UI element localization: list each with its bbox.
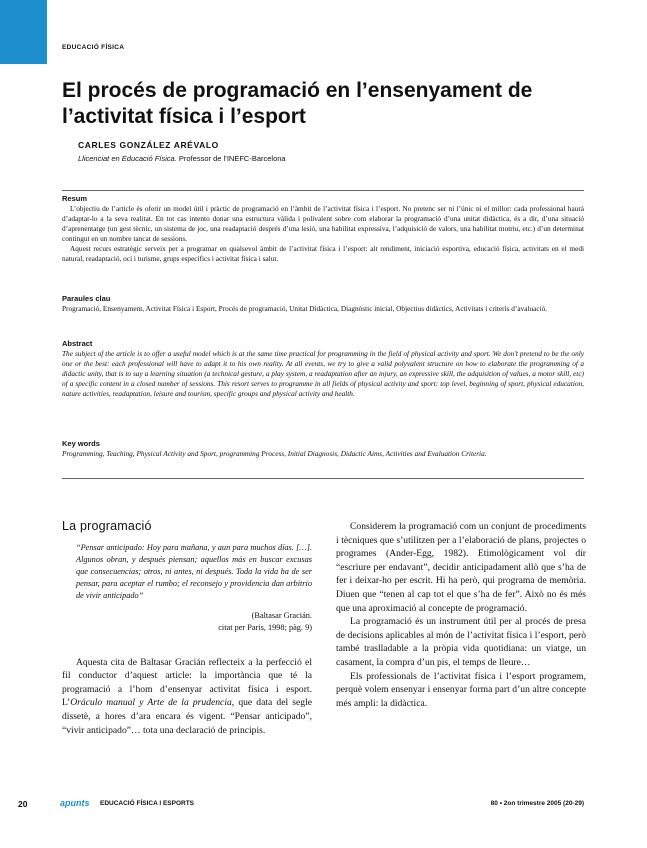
section-label: EDUCACIÓ FÍSICA: [62, 44, 125, 51]
resum-heading: Resum: [62, 194, 88, 203]
resum-paragraph-1: L’objectiu de l’article és oferir un model útil i pràctic de programació en l’àmbit de l’activitat física i l’esport. No pretenc ser ni l’únic ni el millor: cada professional haurà d’adaptar-lo a la seva realitat. En tot cas intento donar una estructura vàlida i polivalent sobre com elaborar la programació d’una unitat didàctica, és a dir, d’una situació d’aprenentatge (un gest tècnic, un sistema de joc, una readaptació després d’una lesió, una habilitat expressiva, l’adquisició de valors, una habilitat motriu, etc.) d’un determinat contingut en un nombre tancat de sessions.: [62, 204, 584, 243]
epigraph-quote: “Pensar anticipado: Hoy para mañana, y aun para muchos días. […]. Algunos obran, y después piensan; aquellos más en buscar excusas que consecuencias; otros, ni antes, ni después. Toda la vida ha de ser pensar, para aceptar el rumbo; el reconsejo y providencia dan arbitrio de vivir anticipado”: [76, 542, 312, 600]
body-column-left: [62, 520, 312, 737]
body-paragraph-1-part-a: Aquesta cita de Baltasar Gracián reflecteix a la perfecció el fil conductor d’aquest article: la importància que té la programació a l’hom d’ensenyar activitat física i esport. L’: [62, 656, 312, 709]
body-column-right: [336, 520, 586, 710]
epigraph-source-line-2: citat per Paris, 1998; pàg. 9): [218, 622, 312, 632]
section-color-tab: [0, 0, 47, 64]
keywords-ca-heading: Paraules clau: [62, 294, 111, 303]
keywords-en-text: Programming, Teaching, Physical Activity and Sport, programming Process, Initial Diagnosis, Didactic Aims, Activities and Evaluation Criteria.: [62, 449, 487, 458]
issue-info: 80 • 2on trimestre 2005 (20-29): [490, 800, 584, 807]
journal-name: EDUCACIÓ FÍSICA I ESPORTS: [100, 800, 195, 807]
epigraph-source-line-1: (Baltasar Gracián.: [251, 610, 312, 620]
page-number: 20: [18, 799, 28, 809]
journal-logo: apunts: [60, 798, 90, 808]
article-title: El procés de programació en l’ensenyament de l’activitat física i l’esport: [62, 79, 533, 128]
body-paragraph-1-part-b: , que data del segle dissetè, a hores d’ara encara és vigent. “Pensar anticipado”, “vivir anticipado”… tota una declaració de principis.: [62, 697, 312, 736]
abstract-block: [62, 339, 584, 399]
divider-top: [62, 190, 584, 191]
body-paragraph-1: [62, 656, 312, 738]
affiliation-position: Professor de l’INEFC-Barcelona: [176, 154, 286, 163]
resum-paragraph-2: Aquest recurs estratègic serveix per a programar en qualsevol àmbit de l’activitat física i l’esport: alt rendiment, iniciació esportiva, educació física, activitats en el medi natural, readaptació, oci i turisme, grups específics i activitat física i salut.: [62, 244, 584, 263]
epigraph-source: [62, 610, 312, 634]
keywords-ca-block: [62, 294, 584, 314]
keywords-en-heading: Key words: [62, 439, 100, 448]
body-paragraph-4: Els professionals de l’activitat física i l’esport programem, perquè volem ensenyar i ensenyar forma part d’un altre concepte més ampli: la didàctica.: [336, 670, 586, 709]
keywords-en-block: [62, 439, 584, 459]
resum-block: [62, 194, 584, 264]
body-paragraph-3: La programació és un instrument útil per al procés de presa de decisions aplicables al món de l’activitat física i l’esport, però també traslladable a la pròpia vida quotidiana: un viatge, un casament, la compra d’un pis, el temps de lleure…: [336, 616, 586, 668]
body-paragraph-2: Considerem la programació com un conjunt de procediments i tècniques que s’utilitzen per a l’elaboració de plans, projectes o programes (Ander-Egg, 1982). Etimològicament vol dir “escriure per endavant”, decidir anticipadament allò que s’ha de fer i deixar-ho per escrit. Hi ha però, qui programa de memòria. Diuen que “tenen al cap tot el que s’ha de fer”. Això no és més que una aproximació al concepte de programació.: [336, 521, 586, 614]
keywords-ca-text: Programació, Ensenyament, Activitat Física i Esport, Procés de programació, Unitat Didàctica, Diagnòstic inicial, Objectius didàctics, Activitats i criteris d’avaluació.: [62, 304, 548, 313]
abstract-text: The subject of the article is to offer a useful model which is at the same time practical for programming in the field of physical activity and sport. We don’t pretend to be the only one or the best: each professional will have to adapt it to his own reality. At all events, we try to give a valid polyvalent structure on how to elaborate the programming of a didactic unity, that is to say a learning situation (a technical gesture, a play system, a readaptation after an injury, an expressive skill, the adquisition of values, a motor skill, etc) of a specific content in a closed number of sessions. This resort serves to programme in all fields of physical activity and sport: top level, beginning of sport, physical education, nature activities, readaptation, leisure and tourism, specific groups and physical activity and health.: [62, 349, 584, 398]
book-title: Oráculo manual y Arte de la prudencia: [70, 697, 232, 709]
affiliation-degree: Llicenciat en Educació Física.: [78, 154, 177, 163]
section-heading: La programació: [62, 519, 152, 533]
abstract-heading: Abstract: [62, 339, 93, 348]
author-name: CARLES GONZÁLEZ ARÉVALO: [78, 140, 219, 150]
divider-bottom: [62, 478, 584, 479]
author-affiliation: [78, 154, 286, 163]
